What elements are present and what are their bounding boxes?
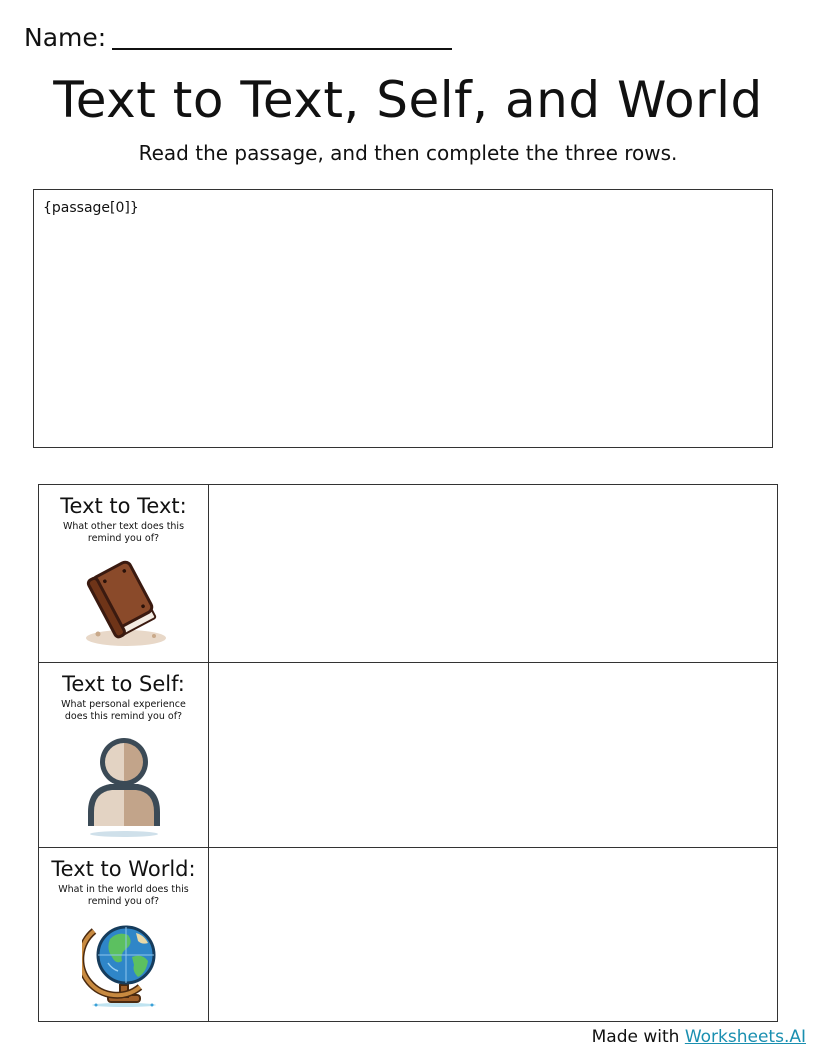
worksheets-ai-link[interactable]: Worksheets.AI: [684, 1027, 806, 1047]
passage-box: [33, 189, 773, 448]
answer-cell-text-to-world[interactable]: [209, 848, 777, 1021]
person-icon: [76, 732, 172, 840]
row-prompt-text-to-self: What personal experience does this remind you of?: [61, 699, 186, 722]
label-cell-text-to-world: [39, 848, 209, 1021]
name-row: [24, 24, 452, 52]
book-icon: [76, 554, 172, 650]
name-line[interactable]: [112, 48, 452, 50]
row-title-text-to-text: Text to Text:: [60, 494, 187, 518]
answer-cell-text-to-text[interactable]: [209, 485, 777, 662]
table-row-text-to-text: [39, 485, 777, 662]
table-row-text-to-world: [39, 847, 777, 1021]
instructions: Read the passage, and then complete the three rows.: [138, 141, 678, 165]
connections-table: [38, 484, 778, 1022]
page-title: Text to Text, Self, and World: [53, 71, 763, 129]
globe-icon: [82, 913, 166, 1009]
answer-cell-text-to-self[interactable]: [209, 663, 777, 847]
footer-prefix: Made with: [591, 1027, 680, 1047]
name-label: Name:: [24, 23, 107, 52]
label-cell-text-to-text: [39, 485, 209, 662]
label-cell-text-to-self: [39, 663, 209, 847]
footer: [592, 1026, 806, 1048]
row-title-text-to-world: Text to World:: [51, 857, 196, 881]
table-row-text-to-self: [39, 662, 777, 847]
row-title-text-to-self: Text to Self:: [62, 672, 185, 696]
row-prompt-text-to-text: What other text does this remind you of?: [62, 521, 185, 544]
passage-text: {passage[0]}: [43, 200, 139, 216]
row-prompt-text-to-world: What in the world does this remind you of?: [58, 884, 189, 907]
